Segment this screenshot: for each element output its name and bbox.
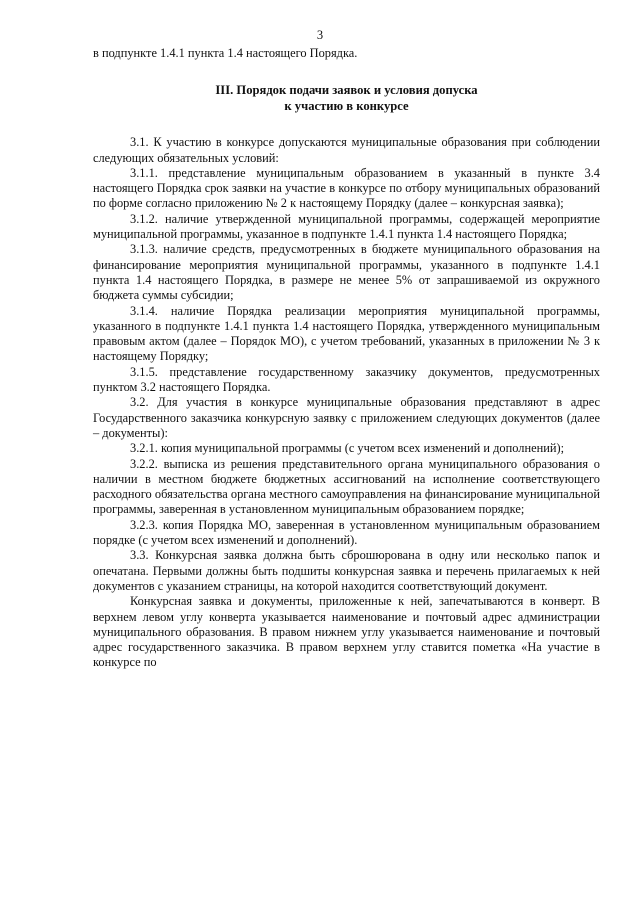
paragraph-3-2-2: 3.2.2. выписка из решения представительного органа муниципального образования о наличии в местном бюджете бюджетных ассигнований на исполнение соответствующего расходного обязательства органа местного самоуправления на финансирование муниципальной программы, заверенная в установленном муниципальным образованием порядке; bbox=[93, 456, 600, 517]
paragraph-3-1-3: 3.1.3. наличие средств, предусмотренных в бюджете муниципального образования на финансирование мероприятия муниципальной программы, указанного в подпункте 1.4.1 пункта 1.4 настоящего Порядка, в размере не менее 5% от запрашиваемой из окружного бюджета суммы субсидии; bbox=[93, 242, 600, 303]
paragraph-3-1-1: 3.1.1. представление муниципальным образованием в указанный в пункте 3.4 настоящего Порядка срок заявки на участие в конкурсе по отбору муниципальных образований по форме согласно приложению № 2 к настоящему Порядку (далее – конкурсная заявка); bbox=[93, 165, 600, 211]
paragraph-3-1-5: 3.1.5. представление государственному заказчику документов, предусмотренных пунктом 3.2 настоящего Порядка. bbox=[93, 364, 600, 395]
paragraph-3-1: 3.1. К участию в конкурсе допускаются муниципальные образования при соблюдении следующих обязательных условий: bbox=[93, 135, 600, 165]
intro-line: в подпункте 1.4.1 пункта 1.4 настоящего Порядка. bbox=[93, 46, 358, 60]
section-title bbox=[93, 83, 600, 114]
paragraph-3-1-4: 3.1.4. наличие Порядка реализации мероприятия муниципальной программы, указанного в подпункте 1.4.1 пункта 1.4 настоящего Порядка, утвержденного муниципальным правовым актом (далее – Порядок МО), с учетом требований, указанных в приложении № 3 к настоящему Порядку; bbox=[93, 303, 600, 364]
section-title-line-1: III. Порядок подачи заявок и условия допуска bbox=[215, 83, 478, 98]
paragraph-3-3: 3.3. Конкурсная заявка должна быть сброшюрована в одну или несколько папок и опечатана. Первыми должны быть подшиты конкурсная заявка и перечень прилагаемых к ней документов с указанием страницы, на которой находится соответствующий документ. bbox=[93, 548, 600, 593]
paragraph-envelope: Конкурсная заявка и документы, приложенные к ней, запечатываются в конверт. В верхнем левом углу конверта указывается наименование и почтовый адрес администрации муниципального образования. В правом нижнем углу указывается наименование и почтовый адрес государственного заказчика. В правом верхнем углу ставится пометка «На участие в конкурсе по bbox=[93, 594, 600, 670]
paragraph-3-2: 3.2. Для участия в конкурсе муниципальные образования представляют в адрес Государственного заказчика конкурсную заявку с приложением следующих документов (далее – документы): bbox=[93, 395, 600, 440]
paragraph-3-2-1: 3.2.1. копия муниципальной программы (с учетом всех изменений и дополнений); bbox=[130, 441, 565, 456]
section-title-line-2: к участию в конкурсе bbox=[284, 98, 409, 113]
document-body bbox=[93, 46, 600, 671]
page-number: 3 bbox=[316, 28, 324, 42]
paragraph-3-1-2: 3.1.2. наличие утвержденной муниципальной программы, содержащей мероприятие муниципальной программы, указанное в подпункте 1.4.1 пункта 1.4 настоящего Порядка; bbox=[93, 211, 600, 242]
paragraph-3-2-3: 3.2.3. копия Порядка МО, заверенная в установленном муниципальным образованием порядке (с учетом всех изменений и дополнений). bbox=[93, 517, 600, 548]
